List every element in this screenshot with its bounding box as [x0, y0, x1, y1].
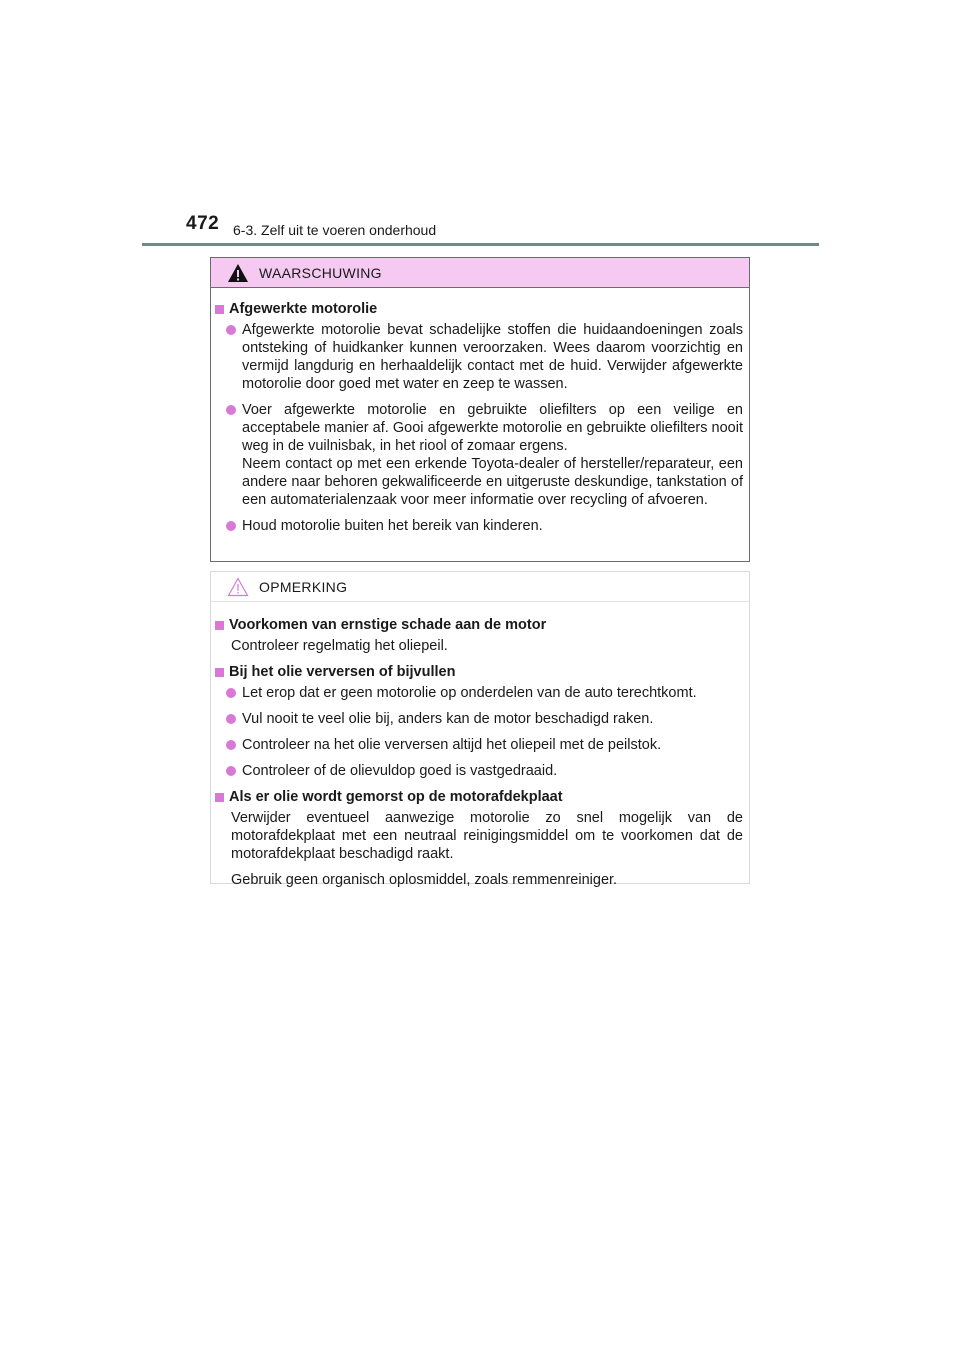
- square-bullet-icon: [215, 305, 224, 314]
- paragraph: Controleer regelmatig het oliepeil.: [231, 638, 448, 654]
- note-section-heading: Bij het olie verversen of bijvullen: [215, 663, 743, 681]
- section-title: 6-3. Zelf uit te voeren onderhoud: [233, 222, 437, 238]
- list-item: Let erop dat er geen motorolie op onderdelen van de auto terechtkomt.: [215, 684, 743, 702]
- list-item: Houd motorolie buiten het bereik van kinderen.: [215, 517, 743, 535]
- warning-header: [211, 258, 749, 288]
- list-item: Afgewerkte motorolie bevat schadelijke stoffen die huidaandoeningen zoals ontsteking of huidkanker kunnen veroorzaken. Wees daarom voorzichtig en vermijd langdurig en herhaaldelijk contact met de huid. Verwijder afgewerkte motorolie door goed met water en zeep te wassen.: [215, 321, 743, 393]
- warning-box: [210, 257, 750, 562]
- warning-body: [211, 288, 749, 535]
- round-bullet-icon: [226, 521, 236, 531]
- warning-section-heading: Afgewerkte motorolie: [215, 300, 743, 318]
- round-bullet-icon: [226, 740, 236, 750]
- warning-title: WAARSCHUWING: [259, 264, 382, 281]
- list-item: Voer afgewerkte motorolie en gebruikte oliefilters op een veilige en acceptabele manier af. Gooi afgewerkte motorolie en gebruikte oliefilters nooit weg in de vuilnisbak, in het riool of zomaar ergens. Neem contact op met een erkende Toyota-dealer of hersteller/reparateur, een andere naar behoren gekwalificeerde en uitgeruste deskundige, tankstation of een automaterialenzaak voor meer informatie over recycling of afvoeren.: [215, 401, 743, 509]
- round-bullet-icon: [226, 714, 236, 724]
- round-bullet-icon: [226, 766, 236, 776]
- note-body: [211, 602, 749, 889]
- caution-outline-icon: [227, 577, 249, 597]
- square-bullet-icon: [215, 793, 224, 802]
- paragraph: Gebruik geen organisch oplosmiddel, zoals remmenreiniger.: [231, 872, 618, 888]
- square-bullet-icon: [215, 668, 224, 677]
- note-header: [211, 572, 749, 602]
- header-rule: [142, 243, 819, 246]
- round-bullet-icon: [226, 405, 236, 415]
- page-number: 472: [186, 213, 220, 234]
- list-item: Controleer of de olievuldop goed is vastgedraaid.: [215, 762, 743, 780]
- note-section-heading: Voorkomen van ernstige schade aan de motor: [215, 616, 743, 634]
- square-bullet-icon: [215, 621, 224, 630]
- paragraph: Verwijder eventueel aanwezige motorolie zo snel mogelijk van de motorafdekplaat met een neutraal reinigingsmiddel om te voorkomen dat de motorafdekplaat beschadigd raakt.: [231, 810, 743, 862]
- note-box: [210, 571, 750, 888]
- warning-triangle-icon: [227, 263, 249, 283]
- note-section-heading: Als er olie wordt gemorst op de motorafdekplaat: [215, 788, 743, 806]
- round-bullet-icon: [226, 325, 236, 335]
- note-title: OPMERKING: [259, 578, 348, 595]
- round-bullet-icon: [226, 688, 236, 698]
- list-item: Controleer na het olie verversen altijd het oliepeil met de peilstok.: [215, 736, 743, 754]
- list-item: Vul nooit te veel olie bij, anders kan de motor beschadigd raken.: [215, 710, 743, 728]
